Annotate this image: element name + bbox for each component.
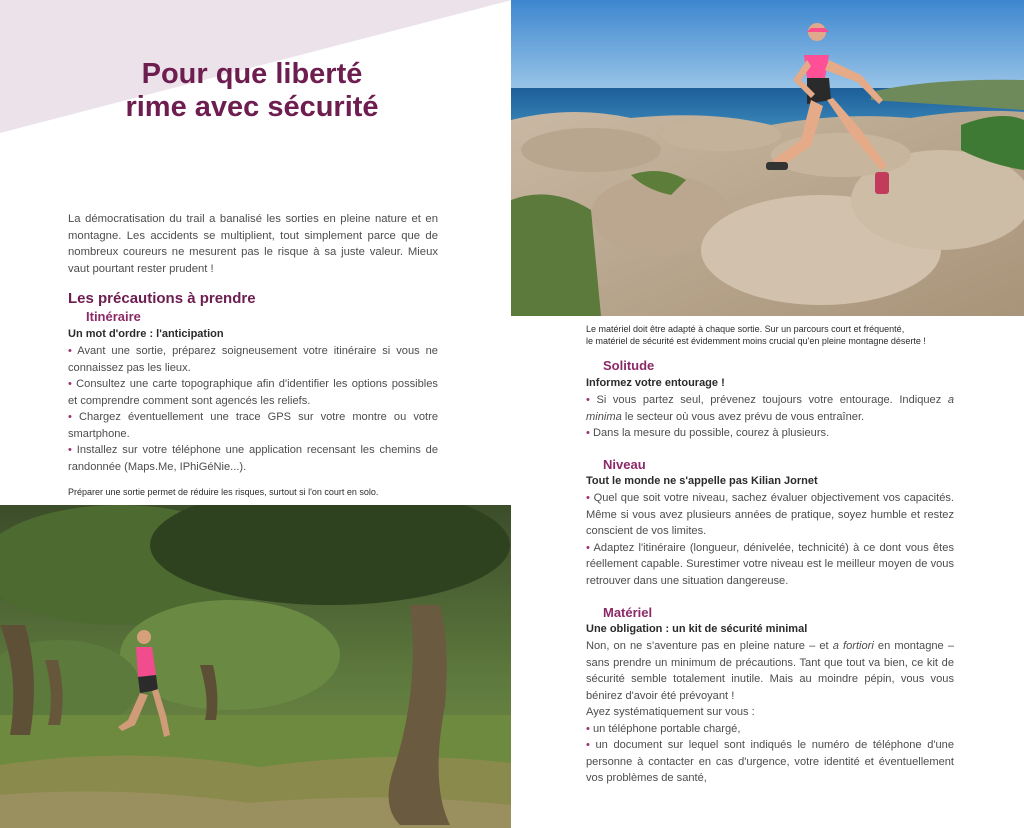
bullet-glyph: • — [68, 411, 72, 423]
bullet-glyph: • — [586, 722, 590, 735]
list-item-text: le secteur où vous avez prévu de vous entraîner. — [621, 410, 865, 423]
forest-runner-photo — [0, 505, 511, 828]
bullet-glyph: • — [586, 492, 590, 504]
materiel-paragraph: Ayez systématiquement sur vous : — [586, 706, 755, 718]
list-item — [586, 737, 954, 787]
page-title — [92, 58, 412, 124]
list-item-text: un téléphone portable chargé, — [592, 722, 741, 735]
materiel-heading: Matériel — [603, 605, 653, 620]
list-item — [68, 376, 438, 409]
materiel-paragraph — [586, 638, 954, 704]
list-item — [586, 490, 954, 540]
paragraph-text: en montagne – sans prendre un minimum de précautions. Tant que tout va bien, ce kit de sécurité semble totalement inutile. Mais au moindre pépin, vous vous bénirez d'avoir été prévoyant ! — [586, 640, 954, 702]
solitude-heading: Solitude — [603, 358, 655, 373]
bullet-glyph: • — [68, 444, 72, 456]
title-line-2: rime avec sécurité — [125, 91, 379, 123]
list-item — [586, 540, 954, 590]
list-item-text: un document sur lequel sont indiqués le numéro de téléphone d'une personne à contacter en cas d'urgence, votre identité et éventuellement vos problèmes de santé, — [586, 739, 954, 784]
paragraph-text: Non, on ne s'aventure pas en pleine nature – et — [586, 640, 833, 652]
bullet-glyph: • — [68, 378, 72, 390]
itineraire-lead: Un mot d'ordre : l'anticipation — [68, 328, 224, 340]
coastal-runner-photo — [511, 0, 1024, 316]
intro-paragraph: La démocratisation du trail a banalisé les sorties en pleine nature et en montagne. Les accidents se multiplient, tout simplement parce que de nombreux coureurs ne mesurent pas le risque à sa juste valeur. Mieux vaut pourtant rester prudent ! — [68, 213, 438, 275]
bullet-glyph: • — [586, 541, 590, 554]
list-item — [68, 409, 438, 442]
caption-line-2: le matériel de sécurité est évidemment moins crucial qu'en pleine montagne déserte ! — [586, 336, 926, 346]
list-item — [586, 392, 954, 425]
italic-term: a fortiori — [832, 640, 874, 652]
niveau-lead: Tout le monde ne s'appelle pas Kilian Jornet — [586, 475, 818, 487]
list-item-text: Dans la mesure du possible, courez à plusieurs. — [592, 427, 830, 439]
list-item-text: Quel que soit votre niveau, sachez évaluer objectivement vos capacités. Même si vous avez plusieurs années de pratique, soyez humble et restez conscient de vos limites. — [586, 492, 954, 537]
itineraire-heading: Itinéraire — [86, 309, 141, 324]
list-item — [68, 442, 438, 475]
precautions-heading: Les précautions à prendre — [68, 290, 256, 307]
bullet-glyph: • — [586, 427, 590, 439]
list-item — [68, 343, 438, 376]
itineraire-list — [68, 343, 438, 475]
list-item-text: Avant une sortie, préparez soigneusement votre itinéraire si vous ne connaissez pas les lieux. — [68, 345, 438, 374]
list-item-text: Consultez une carte topographique afin d'identifier les options possibles et comprendre comment sont agencés les reliefs. — [68, 378, 438, 407]
materiel-body — [586, 638, 954, 787]
list-item — [586, 721, 954, 738]
coastal-photo-caption — [586, 323, 926, 347]
list-item-text: Si vous partez seul, prévenez toujours votre entourage. Indiquez — [596, 394, 948, 406]
italic-term: a minima — [586, 394, 954, 423]
bullet-glyph: • — [586, 739, 590, 751]
list-item — [586, 425, 954, 442]
bullet-glyph: • — [68, 345, 72, 357]
bullet-glyph: • — [586, 394, 590, 406]
title-line-1: Pour que liberté — [141, 58, 363, 90]
list-item-text: Adaptez l'itinéraire (longueur, dénivelée, technicité) à ce dont vous êtes réellement capable. Surestimer votre niveau est le meilleur moyen de vous retrouver dans une situation dangereuse. — [586, 541, 954, 587]
list-item-text: Chargez éventuellement une trace GPS sur votre montre ou votre smartphone. — [68, 411, 438, 440]
materiel-lead: Une obligation : un kit de sécurité minimal — [586, 623, 808, 635]
niveau-list — [586, 490, 954, 589]
niveau-heading: Niveau — [603, 457, 646, 472]
list-item-text: Installez sur votre téléphone une application recensant les chemins de randonnée (Maps.Me, IPhiGéNie...). — [68, 444, 438, 473]
solitude-list — [586, 392, 954, 442]
forest-photo-caption: Préparer une sortie permet de réduire les risques, surtout si l'on court en solo. — [68, 487, 379, 497]
caption-line-1: Le matériel doit être adapté à chaque sortie. Sur un parcours court et fréquenté, — [586, 324, 905, 334]
solitude-lead: Informez votre entourage ! — [586, 377, 725, 389]
